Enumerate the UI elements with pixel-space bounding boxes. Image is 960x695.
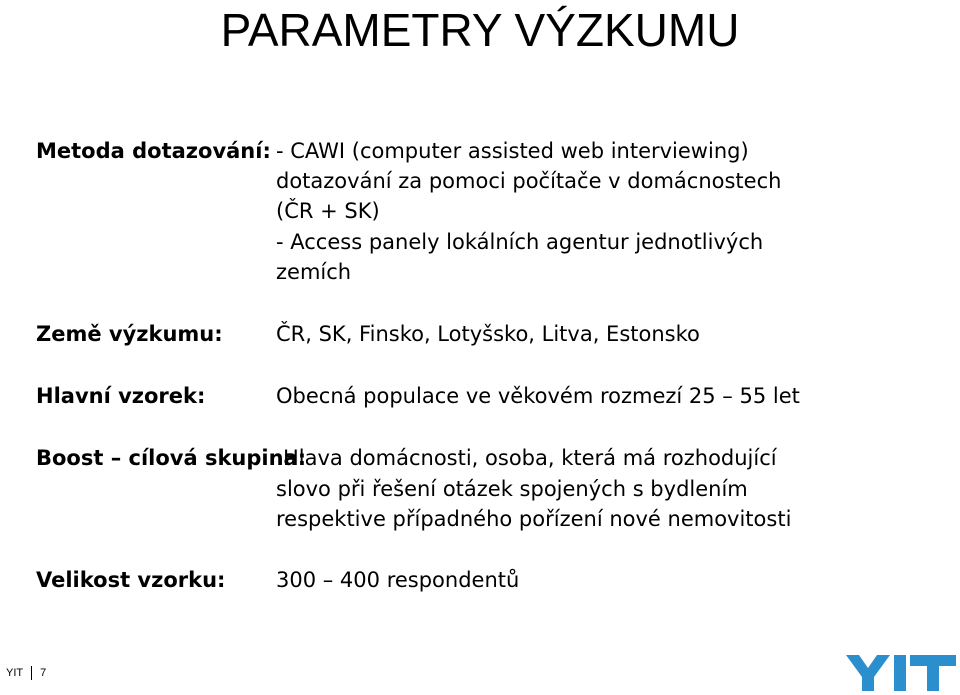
main-sample-label: Hlavní vzorek: xyxy=(36,384,206,408)
yit-logo-mark xyxy=(846,655,956,691)
yit-logo xyxy=(846,655,956,691)
boost-label: Boost – cílová skupina: xyxy=(36,446,307,470)
boost-line: slovo při řešení otázek spojených s bydlením xyxy=(276,477,748,501)
sample-size-label: Velikost vzorku: xyxy=(36,568,226,592)
method-line: - Access panely lokálních agentur jednotlivých xyxy=(276,230,764,254)
page-number: 7 xyxy=(40,667,47,679)
method-line: dotazování za pomoci počítače v domácnostech xyxy=(276,169,782,193)
method-line: - CAWI (computer assisted web interviewing) xyxy=(276,139,749,163)
boost-line: Hlava domácnosti, osoba, která má rozhodující xyxy=(283,446,777,470)
countries-label: Země výzkumu: xyxy=(36,322,223,346)
footer xyxy=(6,666,46,680)
method-label: Metoda dotazování: xyxy=(36,139,271,163)
footer-brand: YIT xyxy=(6,667,24,679)
page-title: PARAMETRY VÝZKUMU xyxy=(220,4,740,56)
footer-divider xyxy=(31,666,32,680)
boost-line: respektive případného pořízení nové nemovitosti xyxy=(276,507,792,531)
method-line: zemích xyxy=(276,260,352,284)
method-line: (ČR + SK) xyxy=(276,199,380,223)
countries-value: ČR, SK, Finsko, Lotyšsko, Litva, Estonsko xyxy=(276,322,700,346)
sample-size-value: 300 – 400 respondentů xyxy=(276,568,520,592)
main-sample-value: Obecná populace ve věkovém rozmezí 25 – 55 let xyxy=(276,384,800,408)
